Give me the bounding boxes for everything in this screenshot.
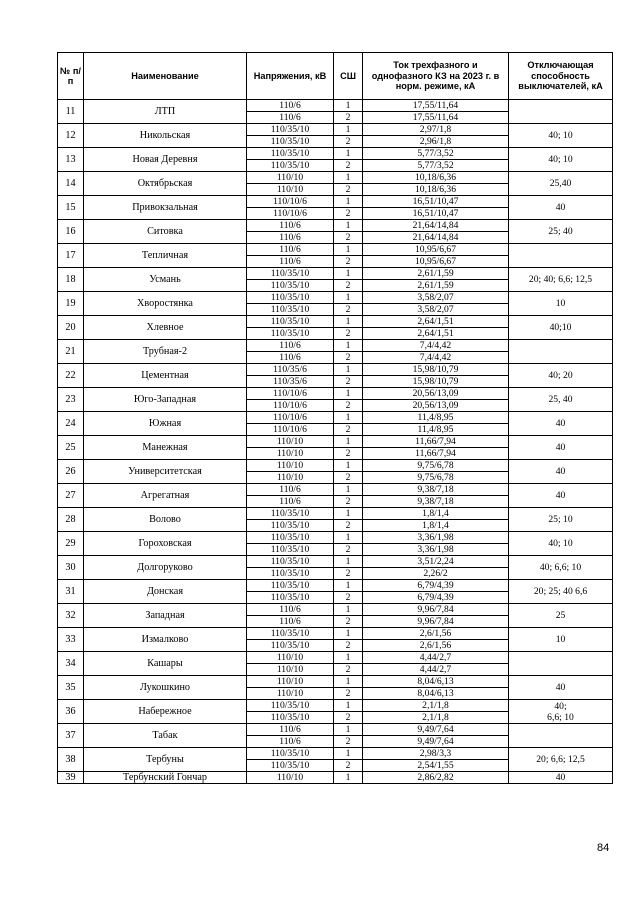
voltage-cell: 110/6 bbox=[247, 496, 334, 508]
voltage-cell: 110/6 bbox=[247, 112, 334, 124]
bus-cell: 2 bbox=[334, 448, 363, 460]
voltage-cell: 110/35/10 bbox=[247, 748, 334, 760]
substation-name: Донская bbox=[84, 580, 247, 604]
table-row bbox=[58, 148, 613, 160]
current-cell: 2,64/1,51 bbox=[363, 328, 509, 340]
table-row bbox=[58, 364, 613, 376]
voltage-cell: 110/10 bbox=[247, 184, 334, 196]
capacity-cell: 40; 10 bbox=[509, 148, 613, 172]
voltage-cell: 110/6 bbox=[247, 616, 334, 628]
table-row bbox=[58, 772, 613, 784]
current-cell: 10,95/6,67 bbox=[363, 244, 509, 256]
bus-cell: 2 bbox=[334, 472, 363, 484]
bus-cell: 1 bbox=[334, 580, 363, 592]
bus-cell: 1 bbox=[334, 292, 363, 304]
table-row bbox=[58, 532, 613, 544]
bus-cell: 1 bbox=[334, 652, 363, 664]
table-row bbox=[58, 100, 613, 112]
page-number: 84 bbox=[597, 842, 610, 854]
capacity-cell: 40;10 bbox=[509, 316, 613, 340]
table-row bbox=[58, 316, 613, 328]
bus-cell: 2 bbox=[334, 712, 363, 724]
current-cell: 3,36/1,98 bbox=[363, 532, 509, 544]
voltage-cell: 110/6 bbox=[247, 352, 334, 364]
bus-cell: 1 bbox=[334, 700, 363, 712]
bus-cell: 1 bbox=[334, 772, 363, 784]
voltage-cell: 110/6 bbox=[247, 724, 334, 736]
voltage-cell: 110/6 bbox=[247, 256, 334, 268]
row-number: 22 bbox=[58, 364, 84, 388]
row-number: 24 bbox=[58, 412, 84, 436]
short-circuit-table bbox=[57, 52, 613, 784]
current-cell: 2,26/2 bbox=[363, 568, 509, 580]
substation-name: Табак bbox=[84, 724, 247, 748]
substation-name: Кашары bbox=[84, 652, 247, 676]
bus-cell: 2 bbox=[334, 640, 363, 652]
voltage-cell: 110/10 bbox=[247, 652, 334, 664]
voltage-cell: 110/35/10 bbox=[247, 268, 334, 280]
current-cell: 7,4/4,42 bbox=[363, 352, 509, 364]
bus-cell: 2 bbox=[334, 688, 363, 700]
table-row bbox=[58, 484, 613, 496]
current-cell: 20,56/13,09 bbox=[363, 388, 509, 400]
bus-cell: 1 bbox=[334, 124, 363, 136]
substation-name: Набережное bbox=[84, 700, 247, 724]
voltage-cell: 110/10 bbox=[247, 688, 334, 700]
current-cell: 8,04/6,13 bbox=[363, 676, 509, 688]
bus-cell: 2 bbox=[334, 568, 363, 580]
table-row bbox=[58, 268, 613, 280]
row-number: 11 bbox=[58, 100, 84, 124]
current-cell: 6,79/4,39 bbox=[363, 580, 509, 592]
substation-name: Университетская bbox=[84, 460, 247, 484]
voltage-cell: 110/10 bbox=[247, 436, 334, 448]
capacity-cell: 40 bbox=[509, 484, 613, 508]
row-number: 38 bbox=[58, 748, 84, 772]
substation-name: Гороховская bbox=[84, 532, 247, 556]
row-number: 34 bbox=[58, 652, 84, 676]
current-cell: 9,75/6,78 bbox=[363, 472, 509, 484]
current-cell: 10,95/6,67 bbox=[363, 256, 509, 268]
bus-cell: 2 bbox=[334, 424, 363, 436]
voltage-cell: 110/35/10 bbox=[247, 532, 334, 544]
row-number: 37 bbox=[58, 724, 84, 748]
current-cell: 11,66/7,94 bbox=[363, 448, 509, 460]
current-cell: 17,55/11,64 bbox=[363, 100, 509, 112]
current-cell: 10,18/6,36 bbox=[363, 184, 509, 196]
capacity-cell: 20; 25; 40 6,6 bbox=[509, 580, 613, 604]
bus-cell: 2 bbox=[334, 376, 363, 388]
bus-cell: 2 bbox=[334, 352, 363, 364]
voltage-cell: 110/35/10 bbox=[247, 556, 334, 568]
bus-cell: 2 bbox=[334, 256, 363, 268]
voltage-cell: 110/6 bbox=[247, 244, 334, 256]
current-cell: 16,51/10,47 bbox=[363, 208, 509, 220]
capacity-cell: 20; 6,6; 12,5 bbox=[509, 748, 613, 772]
capacity-cell: 40 bbox=[509, 196, 613, 220]
voltage-cell: 110/35/10 bbox=[247, 148, 334, 160]
row-number: 26 bbox=[58, 460, 84, 484]
table-row bbox=[58, 340, 613, 352]
table-row bbox=[58, 556, 613, 568]
substation-name: Трубная-2 bbox=[84, 340, 247, 364]
current-cell: 2,1/1,8 bbox=[363, 712, 509, 724]
bus-cell: 2 bbox=[334, 760, 363, 772]
substation-name: Усмань bbox=[84, 268, 247, 292]
voltage-cell: 110/35/10 bbox=[247, 760, 334, 772]
current-cell: 15,98/10,79 bbox=[363, 364, 509, 376]
voltage-cell: 110/35/10 bbox=[247, 280, 334, 292]
substation-name: Южная bbox=[84, 412, 247, 436]
voltage-cell: 110/10/6 bbox=[247, 208, 334, 220]
substation-name: Юго-Западная bbox=[84, 388, 247, 412]
capacity-cell: 40; 10 bbox=[509, 532, 613, 556]
bus-cell: 2 bbox=[334, 232, 363, 244]
current-cell: 21,64/14,84 bbox=[363, 220, 509, 232]
current-cell: 2,96/1,8 bbox=[363, 136, 509, 148]
bus-cell: 2 bbox=[334, 136, 363, 148]
table-row bbox=[58, 292, 613, 304]
bus-cell: 2 bbox=[334, 400, 363, 412]
substation-name: Тербуны bbox=[84, 748, 247, 772]
current-cell: 21,64/14,84 bbox=[363, 232, 509, 244]
table-row bbox=[58, 604, 613, 616]
current-cell: 2,61/1,59 bbox=[363, 268, 509, 280]
current-cell: 2,61/1,59 bbox=[363, 280, 509, 292]
bus-cell: 1 bbox=[334, 220, 363, 232]
bus-cell: 2 bbox=[334, 736, 363, 748]
capacity-cell: 40; 6,6; 10 bbox=[509, 556, 613, 580]
current-cell: 20,56/13,09 bbox=[363, 400, 509, 412]
capacity-cell: 40; 6,6; 10 bbox=[509, 700, 613, 724]
substation-name: Манежная bbox=[84, 436, 247, 460]
row-number: 12 bbox=[58, 124, 84, 148]
substation-name: Привокзальная bbox=[84, 196, 247, 220]
table-row bbox=[58, 700, 613, 712]
capacity-cell: 25,40 bbox=[509, 172, 613, 196]
voltage-cell: 110/35/10 bbox=[247, 544, 334, 556]
bus-cell: 2 bbox=[334, 160, 363, 172]
bus-cell: 1 bbox=[334, 508, 363, 520]
bus-cell: 1 bbox=[334, 460, 363, 472]
row-number: 31 bbox=[58, 580, 84, 604]
current-cell: 2,6/1,56 bbox=[363, 640, 509, 652]
table-row bbox=[58, 388, 613, 400]
bus-cell: 2 bbox=[334, 304, 363, 316]
row-number: 16 bbox=[58, 220, 84, 244]
row-number: 17 bbox=[58, 244, 84, 268]
current-cell: 4,44/2,7 bbox=[363, 652, 509, 664]
voltage-cell: 110/10/6 bbox=[247, 388, 334, 400]
row-number: 25 bbox=[58, 436, 84, 460]
current-cell: 9,38/7,18 bbox=[363, 484, 509, 496]
substation-name: Октябрьская bbox=[84, 172, 247, 196]
substation-name: Тербунский Гончар bbox=[84, 772, 247, 784]
table-row bbox=[58, 436, 613, 448]
table-row bbox=[58, 508, 613, 520]
capacity-cell: 40; 20 bbox=[509, 364, 613, 388]
voltage-cell: 110/6 bbox=[247, 340, 334, 352]
voltage-cell: 110/35/10 bbox=[247, 292, 334, 304]
voltage-cell: 110/10/6 bbox=[247, 400, 334, 412]
row-number: 14 bbox=[58, 172, 84, 196]
capacity-cell: 25 bbox=[509, 604, 613, 628]
bus-cell: 1 bbox=[334, 628, 363, 640]
header-voltage: Напряжения, кВ bbox=[247, 53, 334, 100]
table-row bbox=[58, 244, 613, 256]
bus-cell: 1 bbox=[334, 412, 363, 424]
voltage-cell: 110/35/10 bbox=[247, 712, 334, 724]
row-number: 35 bbox=[58, 676, 84, 700]
capacity-cell: 40 bbox=[509, 412, 613, 436]
table-body bbox=[58, 100, 613, 784]
substation-name: Лукошкино bbox=[84, 676, 247, 700]
table-row bbox=[58, 220, 613, 232]
row-number: 21 bbox=[58, 340, 84, 364]
table-row bbox=[58, 172, 613, 184]
bus-cell: 2 bbox=[334, 112, 363, 124]
voltage-cell: 110/10 bbox=[247, 772, 334, 784]
current-cell: 11,4/8,95 bbox=[363, 424, 509, 436]
row-number: 18 bbox=[58, 268, 84, 292]
substation-name: Долгоруково bbox=[84, 556, 247, 580]
current-cell: 11,4/8,95 bbox=[363, 412, 509, 424]
table-row bbox=[58, 412, 613, 424]
current-cell: 1,8/1,4 bbox=[363, 520, 509, 532]
current-cell: 8,04/6,13 bbox=[363, 688, 509, 700]
table-row bbox=[58, 580, 613, 592]
capacity-cell: 25; 40 bbox=[509, 220, 613, 244]
current-cell: 9,96/7,84 bbox=[363, 604, 509, 616]
bus-cell: 1 bbox=[334, 364, 363, 376]
header-num: № п/п bbox=[58, 53, 84, 100]
current-cell: 9,49/7,64 bbox=[363, 736, 509, 748]
voltage-cell: 110/35/10 bbox=[247, 160, 334, 172]
voltage-cell: 110/10 bbox=[247, 676, 334, 688]
voltage-cell: 110/10 bbox=[247, 448, 334, 460]
capacity-cell bbox=[509, 244, 613, 268]
voltage-cell: 110/10 bbox=[247, 472, 334, 484]
voltage-cell: 110/35/10 bbox=[247, 592, 334, 604]
current-cell: 2,64/1,51 bbox=[363, 316, 509, 328]
capacity-cell: 25, 40 bbox=[509, 388, 613, 412]
current-cell: 5,77/3,52 bbox=[363, 148, 509, 160]
bus-cell: 2 bbox=[334, 592, 363, 604]
capacity-cell: 40 bbox=[509, 460, 613, 484]
row-number: 20 bbox=[58, 316, 84, 340]
capacity-cell: 10 bbox=[509, 628, 613, 652]
table-row bbox=[58, 124, 613, 136]
voltage-cell: 110/35/10 bbox=[247, 700, 334, 712]
bus-cell: 2 bbox=[334, 664, 363, 676]
capacity-cell: 40 bbox=[509, 436, 613, 460]
bus-cell: 1 bbox=[334, 556, 363, 568]
voltage-cell: 110/10 bbox=[247, 664, 334, 676]
bus-cell: 2 bbox=[334, 616, 363, 628]
row-number: 32 bbox=[58, 604, 84, 628]
substation-name: Агрегатная bbox=[84, 484, 247, 508]
capacity-cell: 40 bbox=[509, 772, 613, 784]
current-cell: 3,36/1,98 bbox=[363, 544, 509, 556]
row-number: 30 bbox=[58, 556, 84, 580]
row-number: 19 bbox=[58, 292, 84, 316]
bus-cell: 2 bbox=[334, 208, 363, 220]
header-name: Наименование bbox=[84, 53, 247, 100]
bus-cell: 1 bbox=[334, 724, 363, 736]
voltage-cell: 110/6 bbox=[247, 484, 334, 496]
current-cell: 2,54/1,55 bbox=[363, 760, 509, 772]
voltage-cell: 110/35/10 bbox=[247, 580, 334, 592]
current-cell: 3,58/2,07 bbox=[363, 304, 509, 316]
bus-cell: 1 bbox=[334, 388, 363, 400]
bus-cell: 2 bbox=[334, 328, 363, 340]
substation-name: Измалково bbox=[84, 628, 247, 652]
current-cell: 3,58/2,07 bbox=[363, 292, 509, 304]
voltage-cell: 110/10/6 bbox=[247, 196, 334, 208]
substation-name: Ситовка bbox=[84, 220, 247, 244]
bus-cell: 1 bbox=[334, 532, 363, 544]
voltage-cell: 110/35/10 bbox=[247, 316, 334, 328]
bus-cell: 2 bbox=[334, 496, 363, 508]
current-cell: 2,98/3,3 bbox=[363, 748, 509, 760]
voltage-cell: 110/35/10 bbox=[247, 124, 334, 136]
substation-name: Новая Деревня bbox=[84, 148, 247, 172]
bus-cell: 1 bbox=[334, 148, 363, 160]
current-cell: 17,55/11,64 bbox=[363, 112, 509, 124]
substation-name: Хворостянка bbox=[84, 292, 247, 316]
voltage-cell: 110/35/10 bbox=[247, 328, 334, 340]
current-cell: 16,51/10,47 bbox=[363, 196, 509, 208]
bus-cell: 1 bbox=[334, 436, 363, 448]
bus-cell: 1 bbox=[334, 484, 363, 496]
current-cell: 2,6/1,56 bbox=[363, 628, 509, 640]
voltage-cell: 110/35/10 bbox=[247, 136, 334, 148]
substation-name: Волово bbox=[84, 508, 247, 532]
current-cell: 9,49/7,64 bbox=[363, 724, 509, 736]
capacity-cell bbox=[509, 724, 613, 748]
bus-cell: 1 bbox=[334, 316, 363, 328]
voltage-cell: 110/6 bbox=[247, 220, 334, 232]
substation-name: Западная bbox=[84, 604, 247, 628]
voltage-cell: 110/10/6 bbox=[247, 424, 334, 436]
table-row bbox=[58, 628, 613, 640]
capacity-cell: 40; 10 bbox=[509, 124, 613, 148]
header-bus: СШ bbox=[334, 53, 363, 100]
voltage-cell: 110/35/10 bbox=[247, 508, 334, 520]
bus-cell: 1 bbox=[334, 196, 363, 208]
current-cell: 6,79/4,39 bbox=[363, 592, 509, 604]
current-cell: 2,86/2,82 bbox=[363, 772, 509, 784]
voltage-cell: 110/35/10 bbox=[247, 520, 334, 532]
current-cell: 7,4/4,42 bbox=[363, 340, 509, 352]
table-row bbox=[58, 460, 613, 472]
voltage-cell: 110/35/10 bbox=[247, 304, 334, 316]
bus-cell: 1 bbox=[334, 244, 363, 256]
capacity-cell bbox=[509, 100, 613, 124]
row-number: 39 bbox=[58, 772, 84, 784]
capacity-cell: 10 bbox=[509, 292, 613, 316]
bus-cell: 1 bbox=[334, 100, 363, 112]
current-cell: 5,77/3,52 bbox=[363, 160, 509, 172]
current-cell: 2,97/1,8 bbox=[363, 124, 509, 136]
voltage-cell: 110/6 bbox=[247, 604, 334, 616]
capacity-cell: 20; 40; 6,6; 12,5 bbox=[509, 268, 613, 292]
bus-cell: 2 bbox=[334, 544, 363, 556]
substation-name: ЛТП bbox=[84, 100, 247, 124]
current-cell: 3,51/2,24 bbox=[363, 556, 509, 568]
row-number: 15 bbox=[58, 196, 84, 220]
voltage-cell: 110/35/10 bbox=[247, 628, 334, 640]
current-cell: 9,38/7,18 bbox=[363, 496, 509, 508]
voltage-cell: 110/6 bbox=[247, 100, 334, 112]
row-number: 13 bbox=[58, 148, 84, 172]
header-current: Ток трехфазного и однофазного КЗ на 2023 г. в норм. режиме, кА bbox=[363, 53, 509, 100]
current-cell: 1,8/1,4 bbox=[363, 508, 509, 520]
capacity-cell: 25; 10 bbox=[509, 508, 613, 532]
voltage-cell: 110/10 bbox=[247, 172, 334, 184]
voltage-cell: 110/35/10 bbox=[247, 568, 334, 580]
current-cell: 2,1/1,8 bbox=[363, 700, 509, 712]
row-number: 36 bbox=[58, 700, 84, 724]
bus-cell: 1 bbox=[334, 268, 363, 280]
bus-cell: 2 bbox=[334, 280, 363, 292]
current-cell: 11,66/7,94 bbox=[363, 436, 509, 448]
row-number: 33 bbox=[58, 628, 84, 652]
capacity-cell bbox=[509, 652, 613, 676]
capacity-cell: 40 bbox=[509, 676, 613, 700]
current-cell: 9,96/7,84 bbox=[363, 616, 509, 628]
bus-cell: 2 bbox=[334, 520, 363, 532]
current-cell: 9,75/6,78 bbox=[363, 460, 509, 472]
row-number: 28 bbox=[58, 508, 84, 532]
voltage-cell: 110/10 bbox=[247, 460, 334, 472]
table-row bbox=[58, 676, 613, 688]
row-number: 27 bbox=[58, 484, 84, 508]
current-cell: 4,44/2,7 bbox=[363, 664, 509, 676]
capacity-cell bbox=[509, 340, 613, 364]
current-cell: 15,98/10,79 bbox=[363, 376, 509, 388]
table-header-row bbox=[58, 53, 613, 100]
bus-cell: 2 bbox=[334, 184, 363, 196]
row-number: 29 bbox=[58, 532, 84, 556]
substation-name: Никольская bbox=[84, 124, 247, 148]
bus-cell: 1 bbox=[334, 340, 363, 352]
voltage-cell: 110/6 bbox=[247, 736, 334, 748]
substation-name: Цементная bbox=[84, 364, 247, 388]
voltage-cell: 110/10/6 bbox=[247, 412, 334, 424]
table-row bbox=[58, 196, 613, 208]
bus-cell: 1 bbox=[334, 172, 363, 184]
row-number: 23 bbox=[58, 388, 84, 412]
table-row bbox=[58, 652, 613, 664]
bus-cell: 1 bbox=[334, 604, 363, 616]
bus-cell: 1 bbox=[334, 676, 363, 688]
substation-name: Хлевное bbox=[84, 316, 247, 340]
table-row bbox=[58, 748, 613, 760]
voltage-cell: 110/35/10 bbox=[247, 640, 334, 652]
header-capacity: Отключающая способность выключателей, кА bbox=[509, 53, 613, 100]
voltage-cell: 110/6 bbox=[247, 232, 334, 244]
current-cell: 10,18/6,36 bbox=[363, 172, 509, 184]
voltage-cell: 110/35/6 bbox=[247, 364, 334, 376]
substation-name: Тепличная bbox=[84, 244, 247, 268]
table-row bbox=[58, 724, 613, 736]
voltage-cell: 110/35/6 bbox=[247, 376, 334, 388]
bus-cell: 1 bbox=[334, 748, 363, 760]
